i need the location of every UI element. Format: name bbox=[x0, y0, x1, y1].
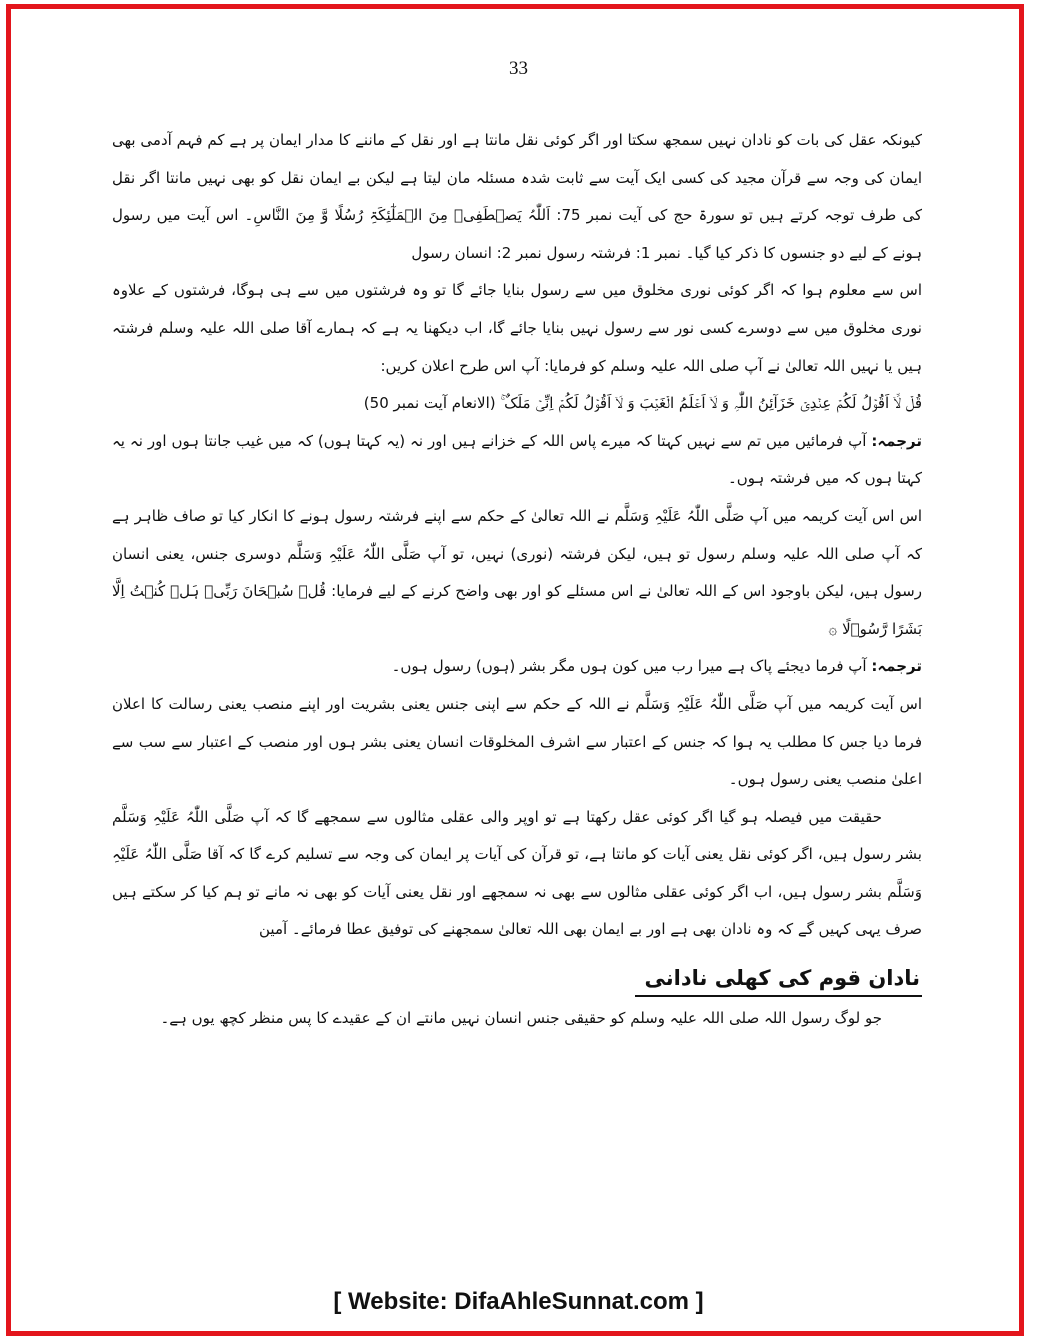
translation-1 bbox=[112, 423, 922, 498]
verse-1-reference: (الانعام آیت نمبر 50) bbox=[363, 394, 496, 413]
paragraph-5: حقیقت میں فیصلہ ہو گیا اگر کوئی عقل رکھتا ہے تو اوپر والی عقلی مثالوں سے سمجھے گا کہ آپ صَلَّی اللّٰہُ عَلَیْہِ وَسَلَّم بشر رسول ہیں، اگر کوئی نقل یعنی آیات کو مانتا ہے، تو قرآن کی آیات پر ایمان کی وجہ سے تسلیم کرے گا کہ آقا صَلَّی اللّٰہُ عَلَیْہِ وَسَلَّم بشر رسول ہیں، اب اگر کوئی عقلی مثالوں سے بھی نہ سمجھے اور نقل یعنی آیات کو بھی نہ مانے تو ہم کیا کر سکتے ہیں صرف یہی کہیں گے کہ وہ نادان بھی ہے اور بے ایمان بھی اللہ تعالیٰ سمجھنے کی توفیق عطا فرمائے۔ آمین bbox=[112, 807, 922, 939]
verse-1-text: قُلۡ لَّاۤ اَقُوۡلُ لَکُمۡ عِنۡدِیۡ خَزَآئِنُ اللّٰہِ وَ لَاۤ اَعۡلَمُ الۡغَیۡبَ وَ لَاۤ اَقُوۡلُ لَکُمۡ اِنِّیۡ مَلَکٌ ۚ bbox=[500, 394, 922, 413]
translation-2 bbox=[112, 648, 922, 686]
paragraph-2: اس سے معلوم ہوا کہ اگر کوئی نوری مخلوق میں سے رسول بنایا جائے گا تو وہ فرشتوں میں سے ہی ہوگا، فرشتوں کے علاوہ نوری مخلوق میں سے دوسرے کسی نور سے رسول نہیں بنایا جائے گا، اب دیکھنا یہ ہے کہ ہمارے آقا صلی اللہ علیہ وسلم فرشتہ ہیں یا نہیں اللہ تعالیٰ نے آپ صلی اللہ علیہ وسلم کو فرمایا: آپ اس طرح اعلان کریں: bbox=[112, 281, 922, 375]
translation-label: ترجمہ: bbox=[871, 431, 922, 450]
translation-2-text: آپ فرما دیجئے پاک ہے میرا رب میں کون ہوں مگر بشر (ہوں) رسول ہوں۔ bbox=[391, 657, 867, 676]
paragraph-1: کیونکہ عقل کی بات کو نادان نہیں سمجھ سکتا اور اگر کوئی نقل مانتا ہے اور نقل کے ماننے کا مدار ایمان پر ہے کم فہم آدمی بھی ایمان کی وجہ سے قرآن مجید کی کسی ایک آیت سے ثابت شدہ مسئلہ مان لیتا ہے لیکن بے ایمان نقل کو بھی نہیں مانتا اگر نقل کی طرف توجہ کرتے ہیں تو سورۃ حج کی آیت نمبر 75: اَللّٰہُ یَصۡطَفِیۡ مِنَ الۡمَلٰٓئِکَۃِ رُسُلًا وَّ مِنَ النَّاسِ۔ اس آیت میں رسول ہونے کے لیے دو جنسوں کا ذکر کیا گیا۔ نمبر 1: فرشتہ رسول نمبر 2: انسان رسول bbox=[112, 131, 922, 262]
paragraph-6: جو لوگ رسول اللہ صلی اللہ علیہ وسلم کو حقیقی جنس انسان نہیں مانتے ان کے عقیدے کا پس منظر کچھ یوں ہے۔ bbox=[160, 1008, 882, 1027]
verse-1 bbox=[112, 385, 922, 423]
paragraph-3: اس اس آیت کریمہ میں آپ صَلَّی اللّٰہُ عَلَیْہِ وَسَلَّم نے اللہ تعالیٰ کے حکم سے اپنے فرشتہ رسول ہونے کا انکار کیا تو صاف ظاہر ہے کہ آپ صلی اللہ علیہ وسلم رسول تو ہیں، لیکن فرشتہ (نوری) نہیں، تو آپ صَلَّی اللّٰہُ عَلَیْہِ وَسَلَّم دوسری جنس، یعنی انسان رسول ہیں، لیکن باوجود اس کے اللہ تعالیٰ نے اس مسئلے کو اور بھی واضح کرنے کے لیے فرمایا: قُلۡ سُبۡحَانَ رَبِّیۡ ہَلۡ کُنۡتُ اِلَّا بَشَرًا رَّسُوۡلًا ۞ bbox=[112, 506, 922, 638]
page-number: 33 bbox=[509, 58, 528, 79]
paragraph-4: اس آیت کریمہ میں آپ صَلَّی اللّٰہُ عَلَیْہِ وَسَلَّم نے اللہ کے حکم سے اپنی جنس یعنی بشریت اور اپنے منصب یعنی رسالت کا اعلان فرما دیا جس کا مطلب یہ ہوا کہ جنس کے اعتبار سے اشرف المخلوقات انسان یعنی بشر ہوں اور منصب کے اعتبار سے سب سے اعلیٰ منصب یعنی رسول ہوں۔ bbox=[112, 694, 922, 789]
document-body bbox=[112, 122, 922, 1037]
translation-label: ترجمہ: bbox=[871, 657, 922, 676]
website-footer: [ Website: DifaAhleSunnat.com ] bbox=[333, 1288, 704, 1315]
section-heading: نادان قوم کی کھلی نادانی bbox=[635, 961, 922, 997]
translation-1-text: آپ فرمائیں میں تم سے نہیں کہتا کہ میرے پاس اللہ کے خزانے ہیں اور نہ (یہ کہتا ہوں) کہ میں غیب جانتا ہوں اور نہ یہ کہتا ہوں کہ میں فرشتہ ہوں۔ bbox=[112, 431, 922, 488]
section-heading-wrap bbox=[112, 949, 922, 1000]
